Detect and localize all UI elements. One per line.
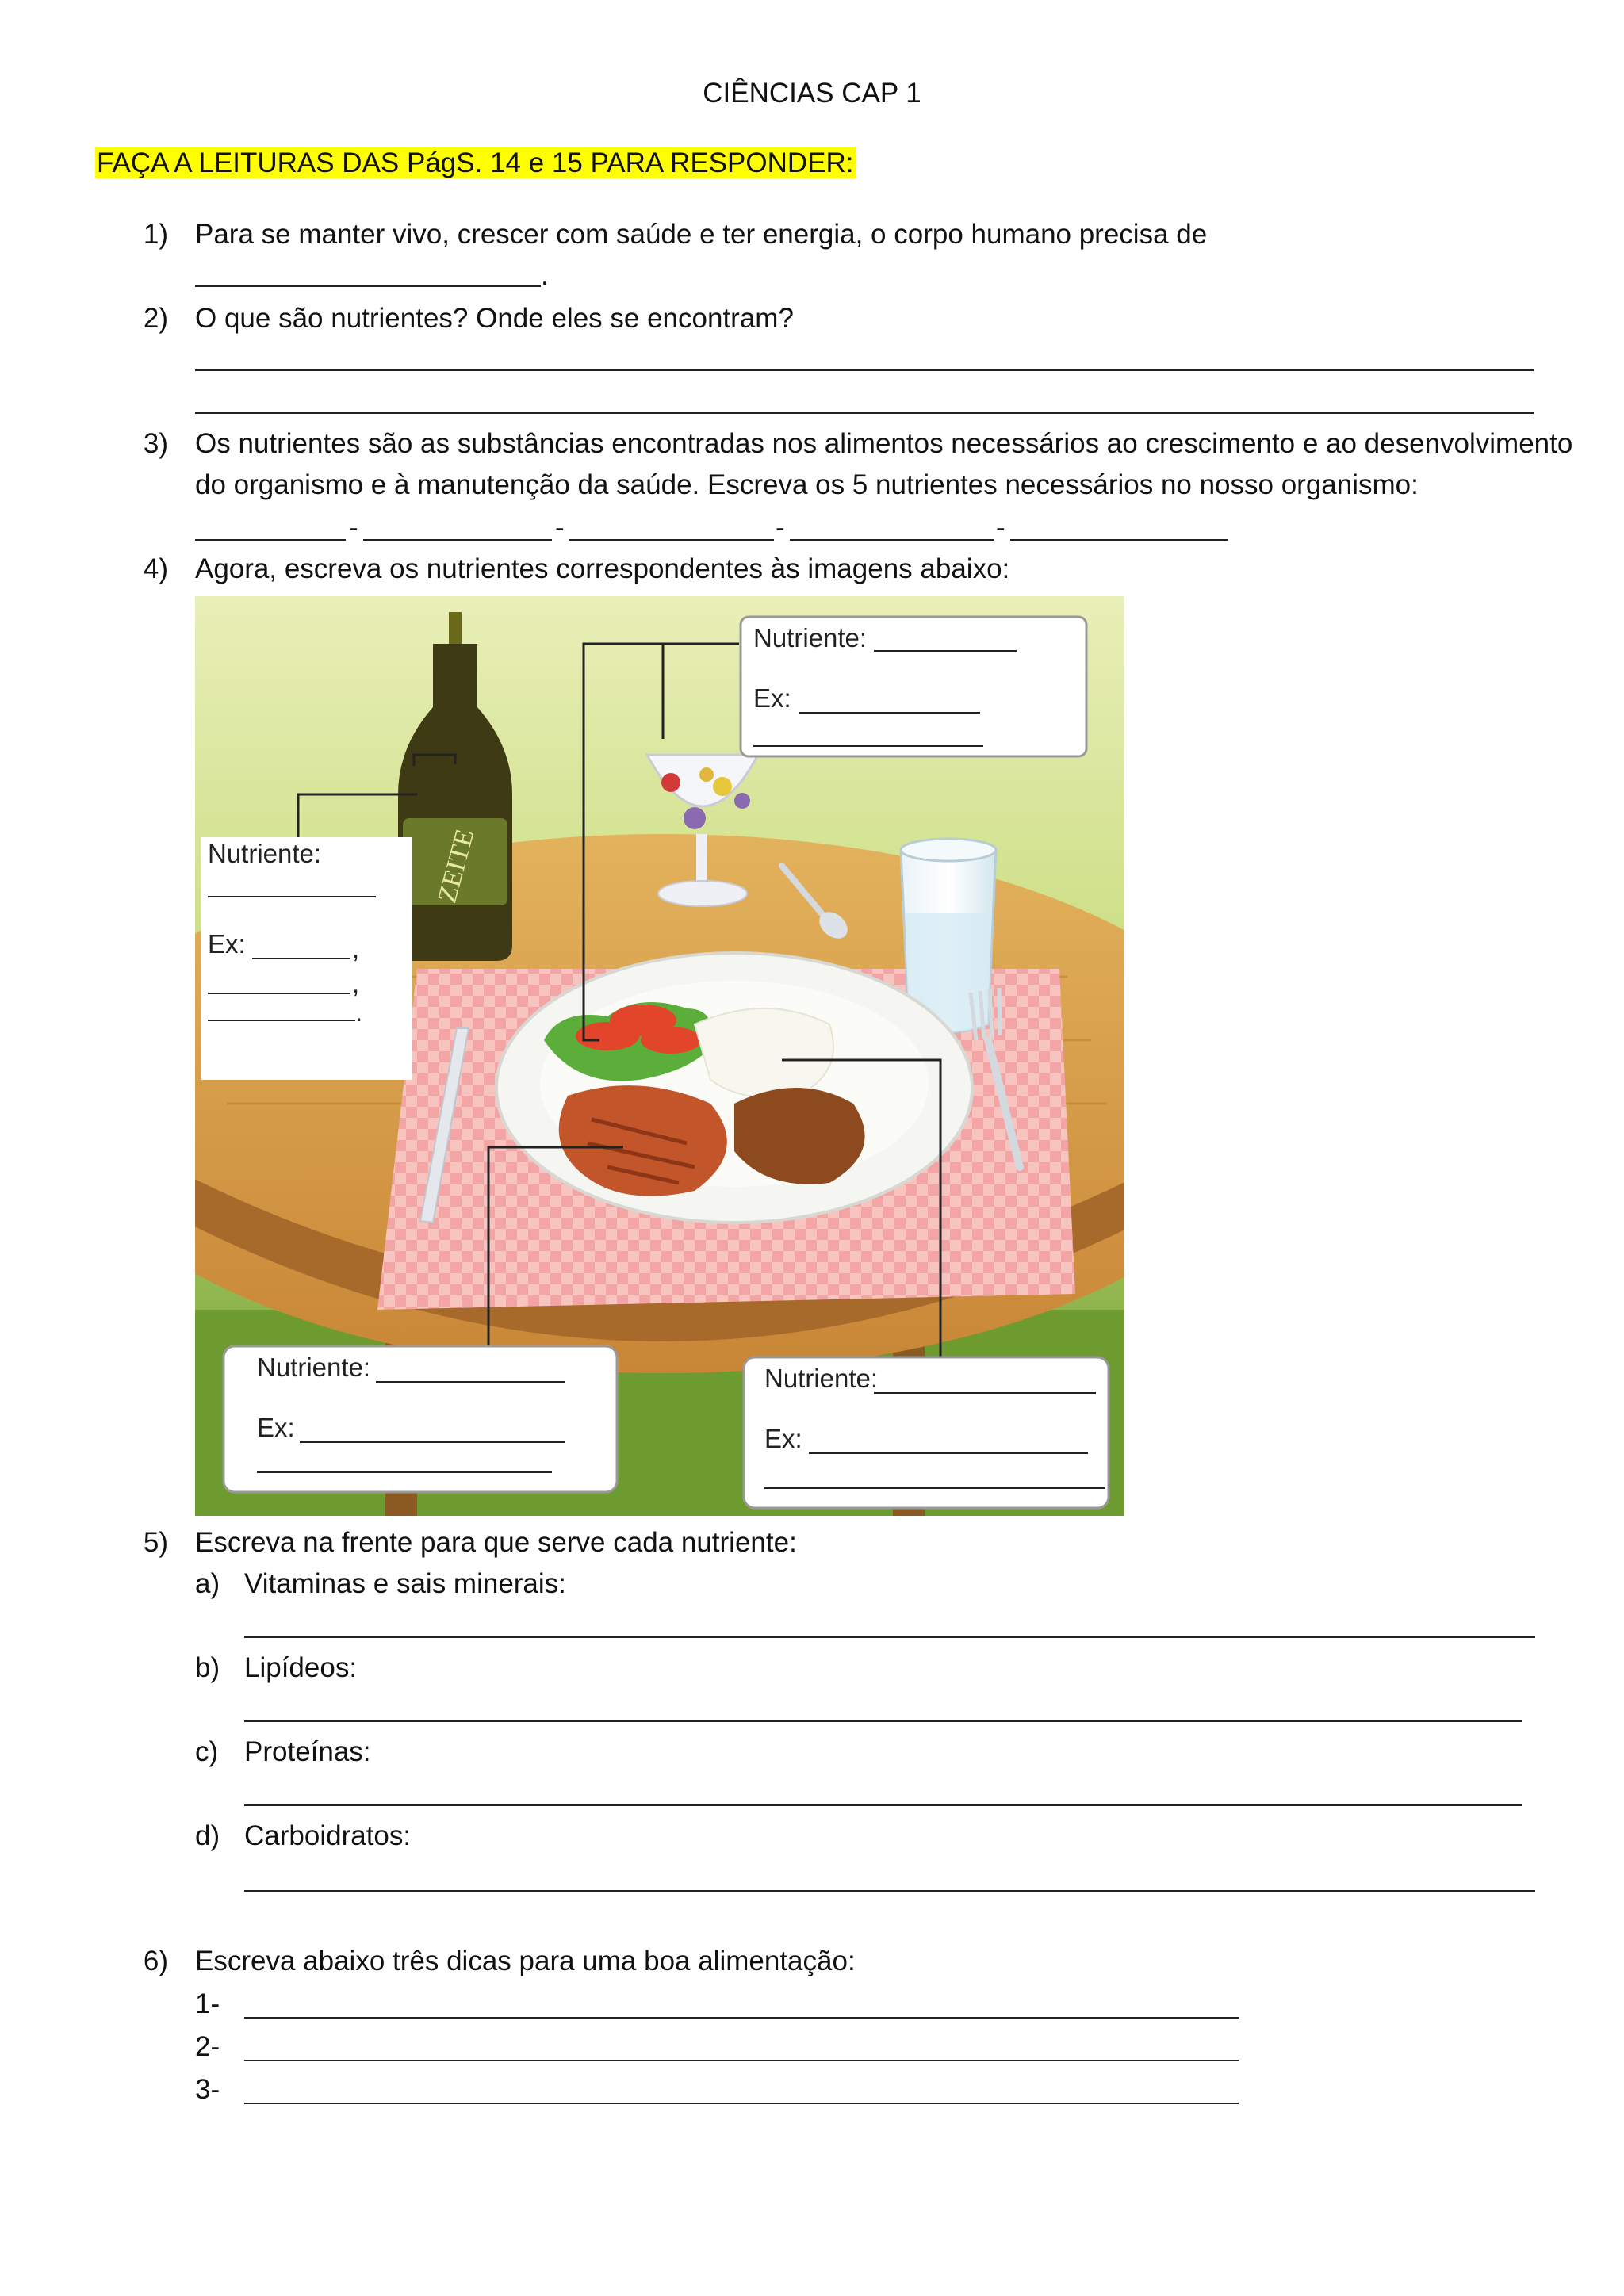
label-top-ex-line-1[interactable] — [799, 712, 980, 714]
label-top-nutriente-line[interactable] — [874, 650, 1017, 652]
q1-text: Para se manter vivo, crescer com saúde e ter energia, o corpo humano precisa de — [195, 219, 1208, 250]
label-top-nutriente: Nutriente: — [753, 623, 868, 652]
label-left-period: . — [355, 997, 363, 1027]
instruction-highlight: FAÇA A LEITURAS DAS PágS. 14 e 15 PARA RESPONDER: — [97, 147, 854, 178]
q5-text: Escreva na frente para que serve cada nutriente: — [195, 1527, 797, 1558]
label-bl-ex-line-1[interactable] — [300, 1441, 565, 1443]
q5-c-letter: c) — [195, 1736, 219, 1767]
label-bl-nutriente-line[interactable] — [376, 1381, 565, 1383]
label-left-nutriente: Nutriente: — [208, 839, 322, 868]
q5-a-label: Vitaminas e sais minerais: — [244, 1568, 566, 1599]
q6-item-1-label: 1- — [195, 1988, 220, 2019]
q5-d-letter: d) — [195, 1820, 220, 1851]
q2-number: 2) — [143, 303, 168, 334]
q1-number: 1) — [143, 219, 168, 250]
q4-text: Agora, escreva os nutrientes correspondentes às imagens abaixo: — [195, 553, 1010, 584]
q3-line1: Os nutrientes são as substâncias encontradas nos alimentos necessários ao crescimento e ao desenvolvimento — [195, 428, 1573, 459]
q3-sep-3: - — [776, 512, 785, 543]
meal-illustration — [195, 596, 1124, 1516]
label-left-ex: Ex: — [208, 929, 246, 959]
label-br-ex-line-2[interactable] — [764, 1487, 1105, 1489]
q5-d-answer-line[interactable] — [244, 1890, 1535, 1892]
q5-b-answer-line[interactable] — [244, 1720, 1522, 1722]
label-br-ex-line-1[interactable] — [809, 1452, 1088, 1454]
q6-item-3-line[interactable] — [244, 2103, 1239, 2104]
label-br-ex: Ex: — [764, 1424, 802, 1453]
q5-d-label: Carboidratos: — [244, 1820, 412, 1851]
q3-answer-2[interactable] — [363, 539, 552, 541]
label-left-ex-line-2[interactable] — [208, 993, 350, 994]
label-bl-ex-line-2[interactable] — [257, 1471, 552, 1473]
q3-sep-2: - — [555, 512, 565, 543]
label-left-ex-line-3[interactable] — [208, 1020, 355, 1021]
label-left-ex-line-1[interactable] — [252, 958, 350, 959]
label-br-nutriente-line[interactable] — [874, 1392, 1096, 1394]
q6-item-3-label: 3- — [195, 2074, 220, 2105]
q3-sep-1: - — [349, 512, 358, 543]
q5-b-letter: b) — [195, 1652, 220, 1683]
q5-b-label: Lipídeos: — [244, 1652, 358, 1683]
q2-text: O que são nutrientes? Onde eles se encontram? — [195, 303, 794, 334]
label-left-comma-2: , — [352, 969, 360, 998]
q2-answer-line-1[interactable] — [195, 369, 1534, 371]
label-left-comma-1: , — [352, 934, 360, 963]
q1-answer-line[interactable] — [195, 285, 541, 287]
q5-number: 5) — [143, 1527, 168, 1558]
q6-text: Escreva abaixo três dicas para uma boa alimentação: — [195, 1946, 856, 1976]
q1-end: . — [541, 260, 549, 291]
label-bl-nutriente: Nutriente: — [257, 1353, 371, 1382]
page-title: CIÊNCIAS CAP 1 — [703, 78, 921, 109]
label-br-nutriente: Nutriente: — [764, 1364, 879, 1393]
q3-sep-4: - — [996, 512, 1005, 543]
q3-answer-5[interactable] — [1010, 539, 1228, 541]
label-top-ex-line-2[interactable] — [753, 745, 983, 747]
q6-item-1-line[interactable] — [244, 2017, 1239, 2019]
label-top-ex: Ex: — [753, 683, 791, 713]
q6-item-2-label: 2- — [195, 2031, 220, 2062]
q5-a-letter: a) — [195, 1568, 220, 1599]
q5-a-answer-line[interactable] — [244, 1636, 1535, 1638]
q4-number: 4) — [143, 553, 168, 584]
q3-answer-3[interactable] — [569, 539, 774, 541]
q6-item-2-line[interactable] — [244, 2060, 1239, 2061]
q5-c-label: Proteínas: — [244, 1736, 371, 1767]
bottle-label: ZEITE — [432, 826, 481, 906]
q6-number: 6) — [143, 1946, 168, 1976]
label-left-nutriente-line[interactable] — [208, 896, 376, 897]
q3-line2: do organismo e à manutenção da saúde. Escreva os 5 nutrientes necessários no nosso organismo: — [195, 469, 1419, 500]
q3-answer-4[interactable] — [790, 539, 994, 541]
q2-answer-line-2[interactable] — [195, 412, 1534, 414]
instruction — [95, 146, 856, 181]
q3-answer-1[interactable] — [195, 539, 346, 541]
label-bl-ex: Ex: — [257, 1413, 295, 1442]
q5-c-answer-line[interactable] — [244, 1804, 1522, 1806]
q3-number: 3) — [143, 428, 168, 459]
